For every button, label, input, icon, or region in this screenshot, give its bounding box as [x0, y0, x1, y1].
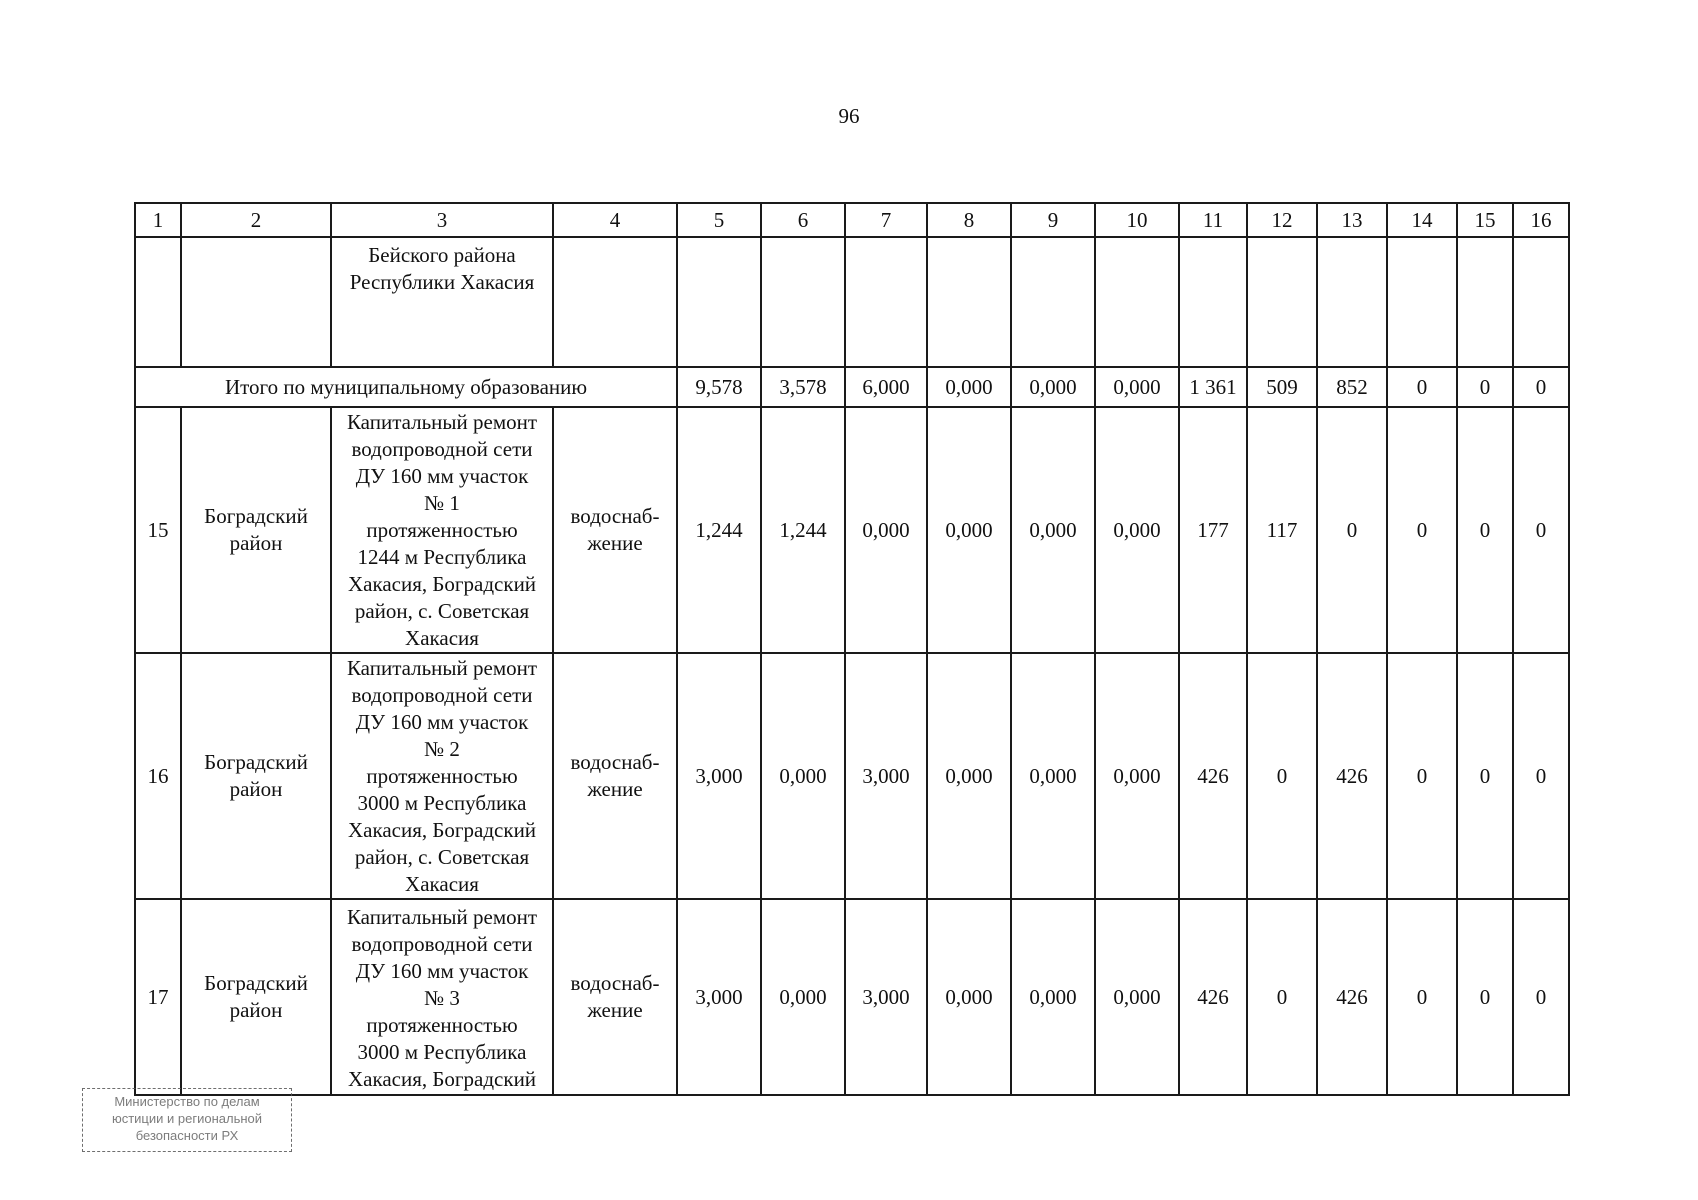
- value-cell: 0: [1457, 899, 1513, 1095]
- value-cell: 0: [1387, 653, 1457, 899]
- value-cell: 0: [1513, 899, 1569, 1095]
- value-cell: 0,000: [927, 407, 1011, 653]
- district: [181, 899, 331, 1095]
- value-cell: 0: [1247, 653, 1317, 899]
- cell-district: [181, 237, 331, 367]
- total-value: 1 361: [1179, 367, 1247, 407]
- stamp: [82, 1088, 292, 1152]
- cell-num: [135, 237, 181, 367]
- column-number: 15: [1457, 203, 1513, 237]
- value-cell: 0: [1387, 899, 1457, 1095]
- total-value: 9,578: [677, 367, 761, 407]
- value-cell: 1,244: [761, 407, 845, 653]
- description-line: протяженностью: [366, 1013, 518, 1037]
- district-line: Боградский: [204, 504, 308, 528]
- cell-type: [553, 237, 677, 367]
- value-cell: 3,000: [677, 653, 761, 899]
- value-cell: 177: [1179, 407, 1247, 653]
- description-line: протяженностью: [366, 517, 518, 542]
- description-line: Капитальный ремонт: [346, 655, 538, 680]
- column-number: 10: [1095, 203, 1179, 237]
- total-value: 0: [1387, 367, 1457, 407]
- column-number: 8: [927, 203, 1011, 237]
- row-number: 17: [135, 899, 181, 1095]
- work-type-line: жение: [587, 998, 643, 1022]
- column-number: 9: [1011, 203, 1095, 237]
- description-line: ДУ 160 мм участок: [355, 463, 529, 488]
- total-value: 0,000: [1095, 367, 1179, 407]
- total-value: 0,000: [927, 367, 1011, 407]
- description-line: Капитальный ремонт: [346, 409, 538, 434]
- value-cell: 0,000: [927, 653, 1011, 899]
- district-line: район: [229, 531, 283, 555]
- budget-table: [134, 202, 1570, 1096]
- description-line: Хакасия, Боградский: [347, 817, 537, 842]
- column-number: 7: [845, 203, 927, 237]
- description-line: Хакасия, Боградский: [347, 1067, 537, 1091]
- value-cell: 1,244: [677, 407, 761, 653]
- work-type-line: водоснаб-: [570, 750, 660, 774]
- total-label: Итого по муниципальному образованию: [135, 367, 677, 407]
- row-number: 16: [135, 653, 181, 899]
- cell-description: [331, 237, 553, 367]
- column-number: 1: [135, 203, 181, 237]
- value-cell: 426: [1179, 653, 1247, 899]
- column-number-row: [135, 203, 1569, 237]
- column-number: 3: [331, 203, 553, 237]
- value-cell: 0,000: [1011, 653, 1095, 899]
- value-cell: 0: [1387, 407, 1457, 653]
- total-value: 3,578: [761, 367, 845, 407]
- column-number: 13: [1317, 203, 1387, 237]
- column-number: 2: [181, 203, 331, 237]
- value-cell: 0: [1513, 407, 1569, 653]
- table-row: [135, 407, 1569, 653]
- column-number: 4: [553, 203, 677, 237]
- table-row: [135, 653, 1569, 899]
- description-line: Хакасия, Боградский: [347, 571, 537, 596]
- value-cell: 426: [1317, 899, 1387, 1095]
- description-line: 3000 м Республика: [357, 1040, 527, 1064]
- district-line: район: [229, 998, 283, 1022]
- desc-line: Бейского района: [368, 243, 516, 267]
- description-line: водопроводной сети: [351, 682, 533, 707]
- district: [181, 653, 331, 899]
- value-cell: 0,000: [761, 653, 845, 899]
- total-value: 0: [1513, 367, 1569, 407]
- value-cell: 0: [1317, 407, 1387, 653]
- description-line: Хакасия: [405, 871, 479, 896]
- column-number: 14: [1387, 203, 1457, 237]
- value-cell: 0: [1513, 653, 1569, 899]
- total-value: 852: [1317, 367, 1387, 407]
- value-cell: 426: [1179, 899, 1247, 1095]
- continuation-row: [135, 237, 1569, 367]
- value-cell: 3,000: [845, 653, 927, 899]
- column-number: 11: [1179, 203, 1247, 237]
- description-line: Хакасия: [405, 625, 479, 650]
- total-value: 6,000: [845, 367, 927, 407]
- total-row: [135, 367, 1569, 407]
- work-type: [553, 653, 677, 899]
- description: [331, 653, 553, 899]
- desc-line: Республики Хакасия: [349, 270, 535, 294]
- stamp-line: юстиции и региональной: [111, 1111, 263, 1126]
- description-line: район, с. Советская: [354, 844, 530, 869]
- value-cell: 0,000: [1095, 899, 1179, 1095]
- description-line: ДУ 160 мм участок: [355, 959, 529, 983]
- work-type-line: водоснаб-: [570, 971, 660, 995]
- description-line: протяженностью: [366, 763, 518, 788]
- description-line: № 1: [424, 490, 460, 515]
- value-cell: 0: [1247, 899, 1317, 1095]
- work-type-line: жение: [587, 777, 643, 801]
- value-cell: 0,000: [1095, 653, 1179, 899]
- description-line: Капитальный ремонт: [346, 905, 538, 929]
- description: [331, 407, 553, 653]
- description-line: район, с. Советская: [354, 598, 530, 623]
- district-line: Боградский: [204, 971, 308, 995]
- value-cell: 0,000: [1011, 899, 1095, 1095]
- column-number: 16: [1513, 203, 1569, 237]
- column-number: 5: [677, 203, 761, 237]
- description-line: № 3: [424, 986, 460, 1010]
- work-type: [553, 407, 677, 653]
- description: [331, 899, 553, 1095]
- column-number: 12: [1247, 203, 1317, 237]
- work-type-line: водоснаб-: [570, 504, 660, 528]
- total-value: 0: [1457, 367, 1513, 407]
- value-cell: 0,000: [761, 899, 845, 1095]
- stamp-line: Министерство по делам: [114, 1094, 260, 1109]
- description-line: № 2: [424, 736, 460, 761]
- description-line: 3000 м Республика: [357, 790, 527, 815]
- district: [181, 407, 331, 653]
- total-value: 0,000: [1011, 367, 1095, 407]
- description-line: ДУ 160 мм участок: [355, 709, 529, 734]
- work-type: [553, 899, 677, 1095]
- value-cell: 117: [1247, 407, 1317, 653]
- description-line: водопроводной сети: [351, 932, 533, 956]
- page-number: 96: [838, 104, 860, 128]
- value-cell: 0,000: [845, 407, 927, 653]
- district-line: район: [229, 777, 283, 801]
- value-cell: 426: [1317, 653, 1387, 899]
- stamp-line: безопасности РХ: [135, 1128, 239, 1143]
- column-number: 6: [761, 203, 845, 237]
- value-cell: 0,000: [1011, 407, 1095, 653]
- table-row: [135, 899, 1569, 1095]
- description-line: водопроводной сети: [351, 436, 533, 461]
- value-cell: 0: [1457, 653, 1513, 899]
- value-cell: 3,000: [845, 899, 927, 1095]
- work-type-line: жение: [587, 531, 643, 555]
- value-cell: 3,000: [677, 899, 761, 1095]
- value-cell: 0,000: [927, 899, 1011, 1095]
- value-cell: 0,000: [1095, 407, 1179, 653]
- description-line: 1244 м Республика: [357, 544, 527, 569]
- row-number: 15: [135, 407, 181, 653]
- value-cell: 0: [1457, 407, 1513, 653]
- total-value: 509: [1247, 367, 1317, 407]
- district-line: Боградский: [204, 750, 308, 774]
